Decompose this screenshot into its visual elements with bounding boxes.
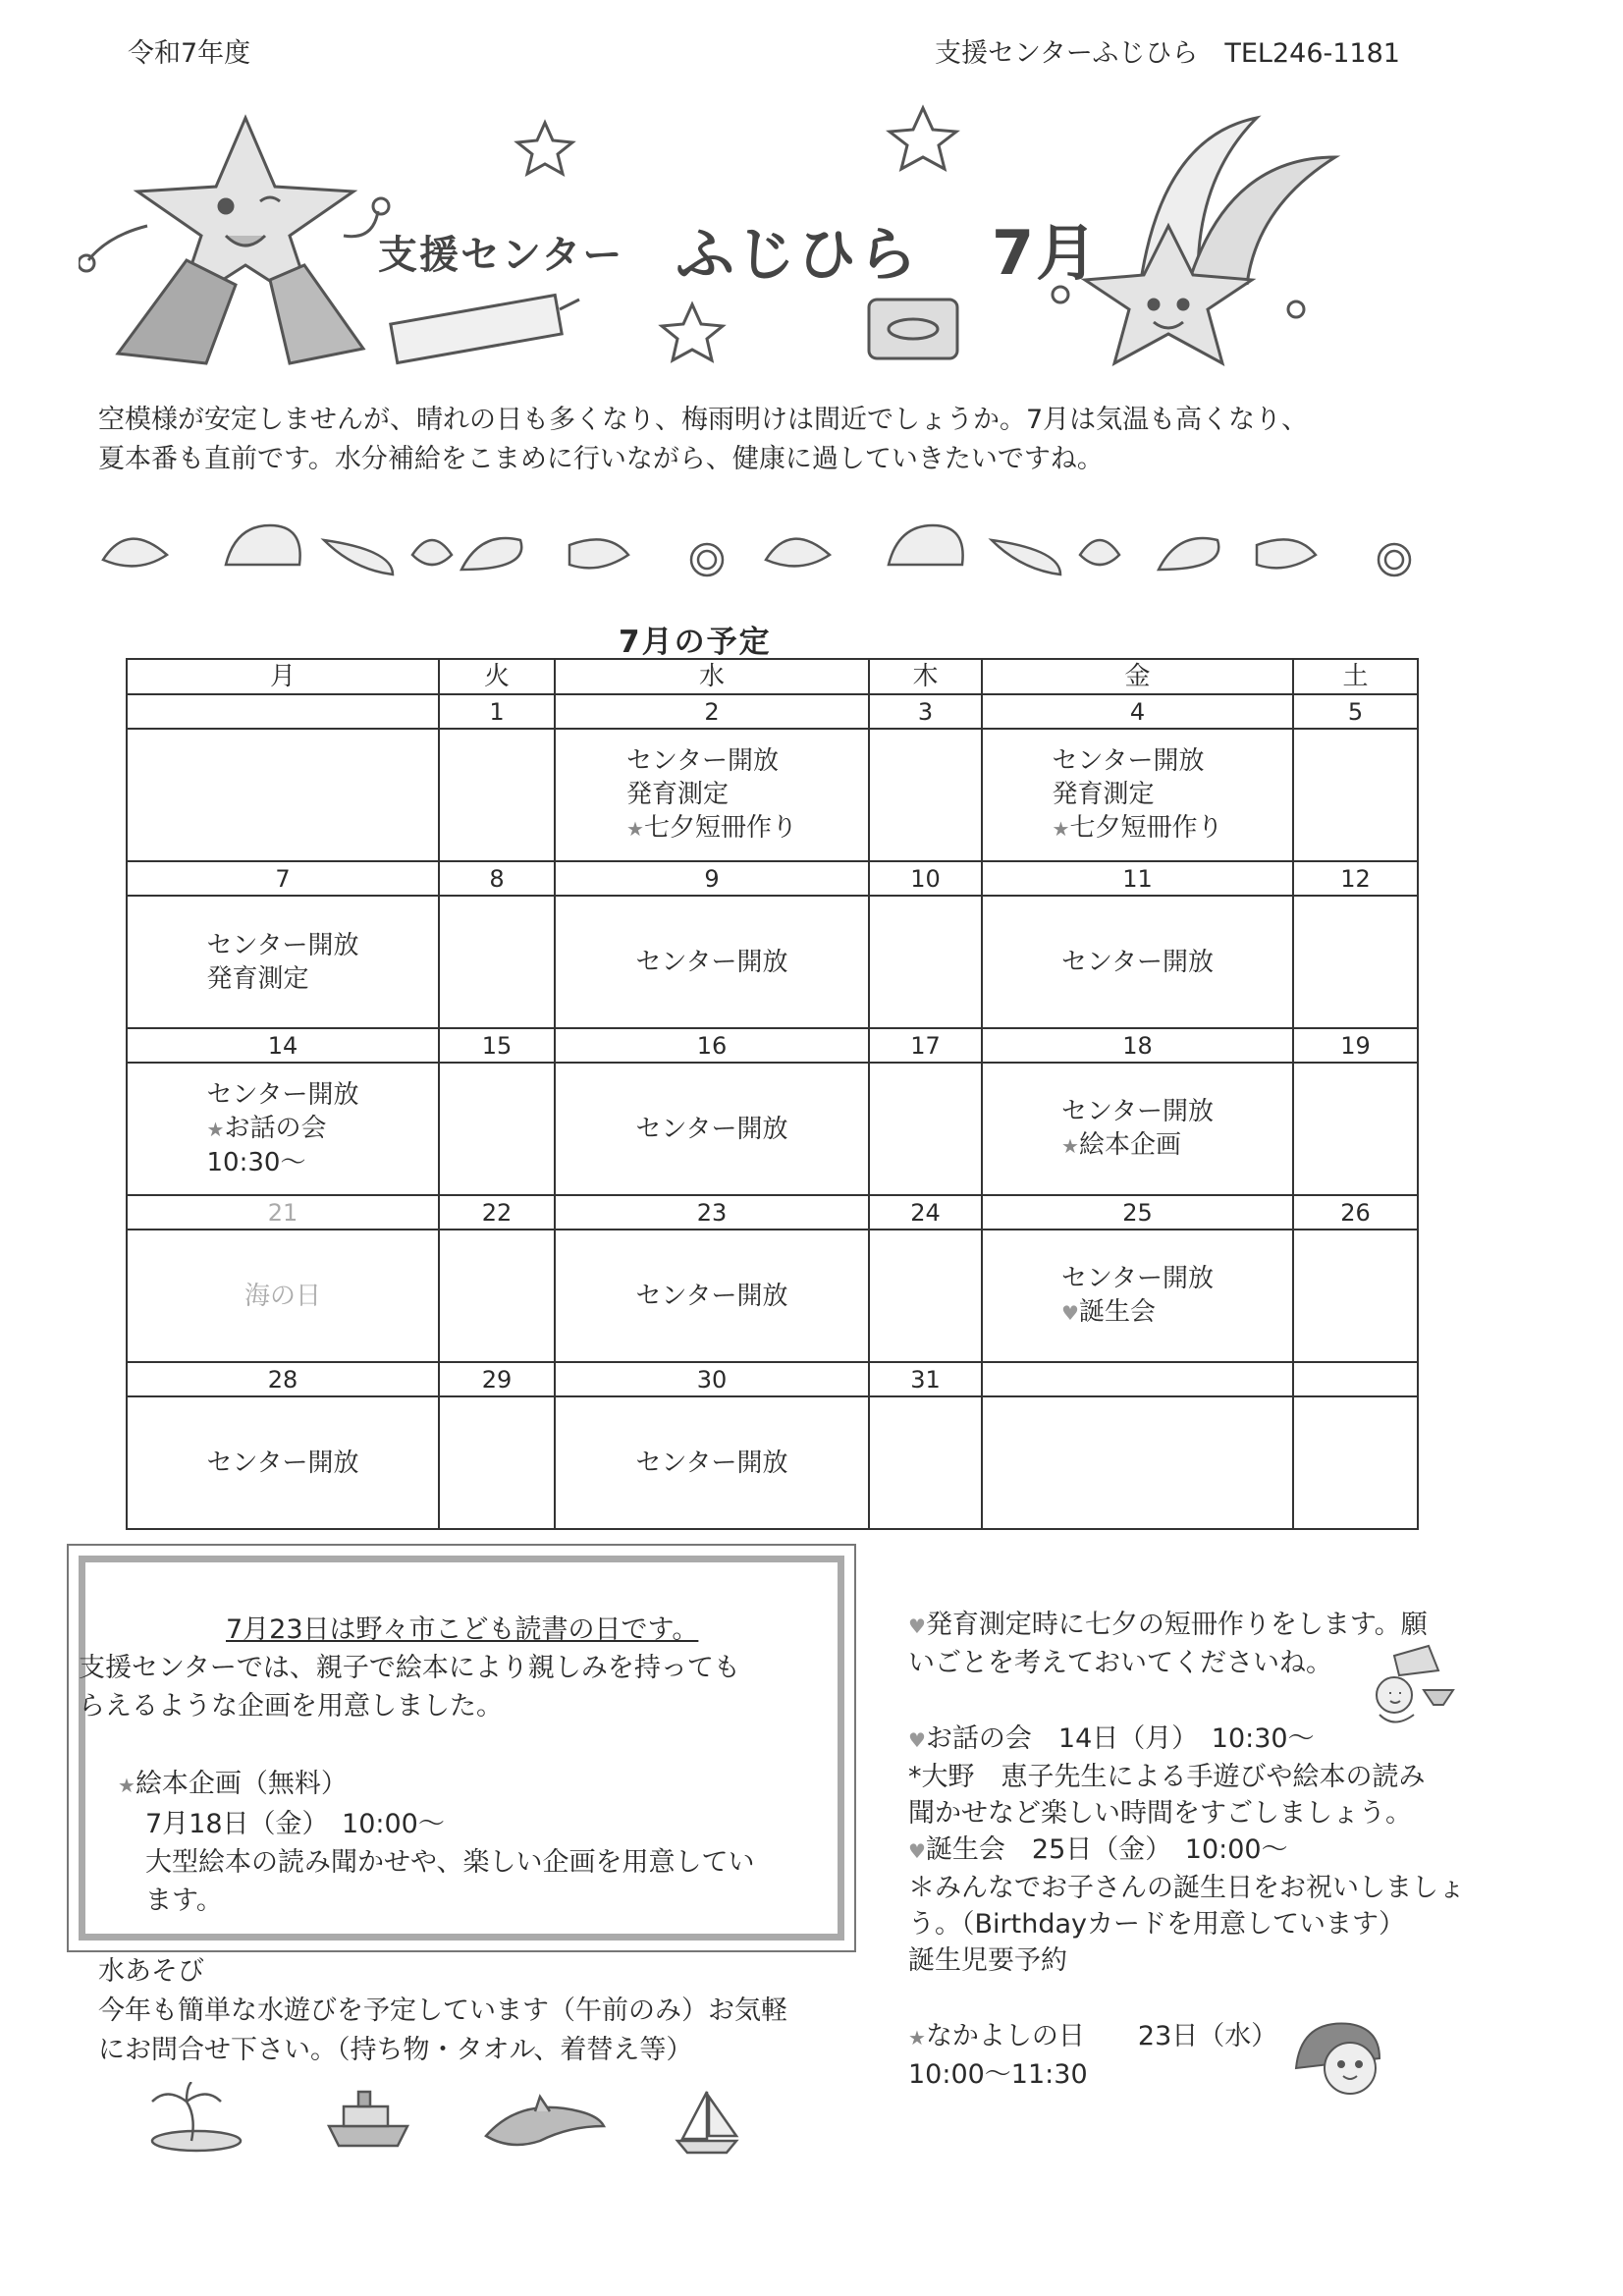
date-cell-wed: 9 bbox=[555, 861, 869, 896]
event-cell-fri bbox=[982, 1230, 1293, 1362]
event-item bbox=[1061, 1128, 1214, 1163]
schedule-calendar bbox=[126, 658, 1419, 1530]
title-month: 7月 bbox=[992, 217, 1100, 289]
date-row bbox=[127, 1195, 1418, 1230]
small-star-icon bbox=[890, 108, 956, 169]
lantern-icon bbox=[869, 300, 957, 358]
title-name: ふじひら bbox=[676, 221, 919, 290]
event-item bbox=[636, 1113, 788, 1146]
notice-event-title: 絵本企画（無料） bbox=[135, 1769, 348, 1799]
event-item bbox=[207, 1447, 359, 1480]
seashell-border bbox=[98, 516, 1434, 584]
nakayoshi-title: なかよしの日 23日（水） bbox=[925, 2021, 1278, 2051]
date-cell-thu: 17 bbox=[869, 1028, 982, 1063]
event-text: 発育測定 bbox=[206, 963, 309, 994]
event-item bbox=[636, 1280, 788, 1313]
heart-icon: ♥ bbox=[908, 1728, 926, 1752]
date-cell-tue: 29 bbox=[439, 1362, 555, 1396]
seashell-icon bbox=[103, 525, 1410, 575]
event-list bbox=[244, 1280, 321, 1313]
event-row bbox=[127, 896, 1418, 1028]
intro-line: 空模様が安定しませんが、晴れの日も多くなり、梅雨明けは間近でしょうか。7月は気温も高くなり、 bbox=[98, 405, 1309, 435]
birthday-title: 誕生会 25日（金） 10:00～ bbox=[925, 1834, 1288, 1865]
event-text: センター開放 bbox=[635, 1281, 788, 1311]
date-row bbox=[127, 1362, 1418, 1396]
event-item bbox=[636, 946, 788, 979]
star-icon: ★ bbox=[118, 1774, 135, 1797]
event-item bbox=[626, 744, 797, 778]
event-cell-mon bbox=[127, 729, 439, 861]
event-cell-mon bbox=[127, 1230, 439, 1362]
event-cell-sat bbox=[1293, 729, 1418, 861]
event-item bbox=[1053, 811, 1223, 846]
event-item bbox=[207, 1112, 359, 1146]
event-cell-mon bbox=[127, 1396, 439, 1529]
event-text: センター開放 bbox=[1052, 746, 1205, 776]
date-cell-wed: 23 bbox=[555, 1195, 869, 1230]
event-list bbox=[1061, 946, 1214, 979]
event-list bbox=[636, 946, 788, 979]
event-text: センター開放 bbox=[635, 947, 788, 977]
summer-icons bbox=[147, 2082, 756, 2151]
date-cell-sat: 26 bbox=[1293, 1195, 1418, 1230]
ship-icon bbox=[329, 2092, 407, 2146]
intro-text bbox=[98, 401, 1492, 479]
event-cell-wed bbox=[555, 729, 869, 861]
event-cell-sat bbox=[1293, 896, 1418, 1028]
event-row bbox=[127, 1396, 1418, 1529]
date-cell-sat: 5 bbox=[1293, 694, 1418, 729]
event-text: 発育測定 bbox=[626, 780, 730, 809]
star-icon: ★ bbox=[1061, 1134, 1079, 1158]
birthday-line: 誕生児要予約 bbox=[908, 1945, 1067, 1976]
event-cell-tue bbox=[439, 1063, 555, 1195]
event-text: センター開放 bbox=[1061, 1097, 1214, 1126]
date-cell-sat: 12 bbox=[1293, 861, 1418, 896]
date-cell-thu: 24 bbox=[869, 1195, 982, 1230]
tanzaku-icon bbox=[391, 296, 579, 363]
nakayoshi-time: 10:00～11:30 bbox=[908, 2059, 1088, 2090]
date-row bbox=[127, 1028, 1418, 1063]
event-text: センター開放 bbox=[1061, 1264, 1214, 1293]
center-contact: 支援センターふじひら TEL246-1181 bbox=[935, 38, 1400, 69]
star-mascot-icon bbox=[79, 118, 389, 363]
event-item bbox=[1061, 1095, 1214, 1128]
watermelon-child-icon bbox=[1296, 2024, 1380, 2094]
date-cell-sat bbox=[1293, 1362, 1418, 1396]
date-row bbox=[127, 861, 1418, 896]
title-center: 支援センター bbox=[378, 233, 624, 278]
date-row bbox=[127, 694, 1418, 729]
weekday-mon: 月 bbox=[127, 659, 439, 694]
date-cell-thu: 10 bbox=[869, 861, 982, 896]
event-cell-tue bbox=[439, 896, 555, 1028]
event-list bbox=[207, 1078, 359, 1179]
event-text: 発育測定 bbox=[1052, 780, 1155, 809]
event-cell-sat bbox=[1293, 1230, 1418, 1362]
date-cell-fri: 11 bbox=[982, 861, 1293, 896]
notice-event-date: 7月18日（金） 10:00～ bbox=[145, 1809, 445, 1839]
measure-line: 発育測定時に七夕の短冊作りをします。願 bbox=[925, 1610, 1428, 1640]
event-cell-tue bbox=[439, 1396, 555, 1529]
event-text: 10:30～ bbox=[206, 1148, 306, 1177]
event-cell-mon bbox=[127, 896, 439, 1028]
notice-event-desc: 大型絵本の読み聞かせや、楽しい企画を用意してい bbox=[145, 1847, 755, 1878]
birthday-line: う。（Birthdayカードを用意しています） bbox=[908, 1909, 1405, 1940]
event-cell-thu bbox=[869, 1396, 982, 1529]
event-cell-wed bbox=[555, 896, 869, 1028]
weekday-fri: 金 bbox=[982, 659, 1293, 694]
event-cell-wed bbox=[555, 1230, 869, 1362]
event-text: センター開放 bbox=[206, 930, 359, 960]
shaved-ice-icon bbox=[1377, 1646, 1453, 1722]
story-line: 聞かせなど楽しい時間をすごしましょう。 bbox=[908, 1798, 1412, 1829]
notice-event-desc: ます。 bbox=[145, 1886, 223, 1916]
event-cell-thu bbox=[869, 1230, 982, 1362]
date-cell-wed: 30 bbox=[555, 1362, 869, 1396]
event-row bbox=[127, 1063, 1418, 1195]
event-list bbox=[626, 744, 797, 846]
event-text: 海の日 bbox=[243, 1281, 321, 1311]
schedule-title: 7月の予定 bbox=[619, 625, 772, 660]
weekday-wed: 水 bbox=[555, 659, 869, 694]
event-text: センター開放 bbox=[206, 1448, 359, 1478]
event-row bbox=[127, 1230, 1418, 1362]
notice-line: らえるような企画を用意しました。 bbox=[79, 1691, 503, 1722]
event-text: センター開放 bbox=[1061, 947, 1214, 977]
date-cell-wed: 16 bbox=[555, 1028, 869, 1063]
event-text: お話の会 bbox=[224, 1114, 327, 1143]
event-list bbox=[207, 929, 359, 996]
notice-heading: 7月23日は野々市こども読書の日です。 bbox=[226, 1614, 699, 1645]
event-list bbox=[1061, 1095, 1214, 1163]
event-cell-thu bbox=[869, 1063, 982, 1195]
event-cell-wed bbox=[555, 1396, 869, 1529]
date-cell-mon: 14 bbox=[127, 1028, 439, 1063]
event-cell-fri bbox=[982, 729, 1293, 861]
event-item bbox=[207, 962, 359, 996]
event-item bbox=[626, 778, 797, 811]
event-cell-tue bbox=[439, 729, 555, 861]
date-cell-mon bbox=[127, 694, 439, 729]
star-icon: ★ bbox=[626, 817, 644, 841]
birthday-line: ＊みんなでお子さんの誕生日をお祝いしましょ bbox=[908, 1873, 1465, 1903]
event-text: 誕生会 bbox=[1078, 1297, 1156, 1327]
date-cell-tue: 8 bbox=[439, 861, 555, 896]
date-cell-tue: 22 bbox=[439, 1195, 555, 1230]
event-cell-fri bbox=[982, 1063, 1293, 1195]
event-text: センター開放 bbox=[626, 746, 779, 776]
heart-icon: ♥ bbox=[1061, 1301, 1079, 1325]
event-item bbox=[1061, 1262, 1214, 1295]
weekday-header-row bbox=[127, 659, 1418, 694]
event-list bbox=[207, 1447, 359, 1480]
notice-line: 支援センターでは、親子で絵本により親しみを持っても bbox=[79, 1653, 740, 1683]
small-star-icon bbox=[662, 304, 723, 360]
event-list bbox=[636, 1447, 788, 1480]
event-text: センター開放 bbox=[635, 1114, 788, 1144]
date-cell-fri: 4 bbox=[982, 694, 1293, 729]
shaved-ice-illustration bbox=[1355, 1636, 1463, 1738]
date-cell-mon: 21 bbox=[127, 1195, 439, 1230]
water-play-title: 水あそび bbox=[98, 1956, 204, 1987]
notice-content bbox=[79, 1611, 854, 1920]
event-item bbox=[636, 1447, 788, 1480]
sailboat-icon bbox=[677, 2092, 736, 2153]
date-cell-wed: 2 bbox=[555, 694, 869, 729]
event-cell-fri bbox=[982, 1396, 1293, 1529]
event-item bbox=[1053, 778, 1223, 811]
measure-line: いごとを考えておいてくださいね。 bbox=[908, 1648, 1332, 1678]
story-title: お話の会 14日（月） 10:30～ bbox=[925, 1723, 1315, 1754]
event-cell-thu bbox=[869, 896, 982, 1028]
date-cell-tue: 15 bbox=[439, 1028, 555, 1063]
event-text: 七夕短冊作り bbox=[643, 813, 797, 843]
water-play-section bbox=[98, 1952, 884, 2070]
water-play-line: 今年も簡単な水遊びを予定しています（午前のみ）お気軽 bbox=[98, 1995, 787, 2026]
weekday-tue: 火 bbox=[439, 659, 555, 694]
event-list bbox=[636, 1280, 788, 1313]
heart-icon: ♥ bbox=[908, 1839, 926, 1863]
event-cell-sat bbox=[1293, 1396, 1418, 1529]
event-cell-wed bbox=[555, 1063, 869, 1195]
event-row bbox=[127, 729, 1418, 861]
event-list bbox=[636, 1113, 788, 1146]
event-item bbox=[1053, 744, 1223, 778]
event-item bbox=[207, 1146, 359, 1179]
event-item bbox=[626, 811, 797, 846]
date-cell-fri: 18 bbox=[982, 1028, 1293, 1063]
date-cell-fri bbox=[982, 1362, 1293, 1396]
event-item bbox=[1061, 1295, 1214, 1330]
event-list bbox=[1053, 744, 1223, 846]
event-list bbox=[1061, 1262, 1214, 1330]
star-icon: ★ bbox=[206, 1118, 225, 1141]
event-item bbox=[207, 1078, 359, 1112]
event-cell-sat bbox=[1293, 1063, 1418, 1195]
date-cell-mon: 7 bbox=[127, 861, 439, 896]
heart-icon: ♥ bbox=[908, 1614, 926, 1638]
event-item bbox=[244, 1280, 321, 1313]
palm-island-icon bbox=[152, 2082, 241, 2151]
water-play-line: にお問合せ下さい。（持ち物・タオル、着替え等） bbox=[98, 2035, 693, 2065]
intro-line: 夏本番も直前です。水分補給をこまめに行いながら、健康に過していきたいですね。 bbox=[98, 444, 1104, 474]
event-cell-tue bbox=[439, 1230, 555, 1362]
star-icon: ★ bbox=[908, 2026, 926, 2050]
event-cell-thu bbox=[869, 729, 982, 861]
story-line: *大野 恵子先生による手遊びや絵本の読み bbox=[908, 1762, 1426, 1792]
date-cell-tue: 1 bbox=[439, 694, 555, 729]
event-cell-fri bbox=[982, 896, 1293, 1028]
weekday-sat: 土 bbox=[1293, 659, 1418, 694]
date-cell-mon: 28 bbox=[127, 1362, 439, 1396]
event-text: 七夕短冊作り bbox=[1069, 813, 1223, 843]
watermelon-illustration bbox=[1286, 2009, 1404, 2111]
date-cell-fri: 25 bbox=[982, 1195, 1293, 1230]
event-text: センター開放 bbox=[206, 1080, 359, 1110]
dolphin-icon bbox=[486, 2097, 604, 2145]
fiscal-year: 令和7年度 bbox=[128, 38, 251, 69]
small-star-icon bbox=[517, 123, 572, 174]
star-icon: ★ bbox=[1052, 817, 1070, 841]
event-text: センター開放 bbox=[635, 1448, 788, 1478]
weekday-thu: 木 bbox=[869, 659, 982, 694]
event-text: 絵本企画 bbox=[1078, 1130, 1181, 1160]
event-item bbox=[1061, 946, 1214, 979]
event-item bbox=[207, 929, 359, 962]
date-cell-thu: 31 bbox=[869, 1362, 982, 1396]
date-cell-thu: 3 bbox=[869, 694, 982, 729]
date-cell-sat: 19 bbox=[1293, 1028, 1418, 1063]
event-cell-mon bbox=[127, 1063, 439, 1195]
